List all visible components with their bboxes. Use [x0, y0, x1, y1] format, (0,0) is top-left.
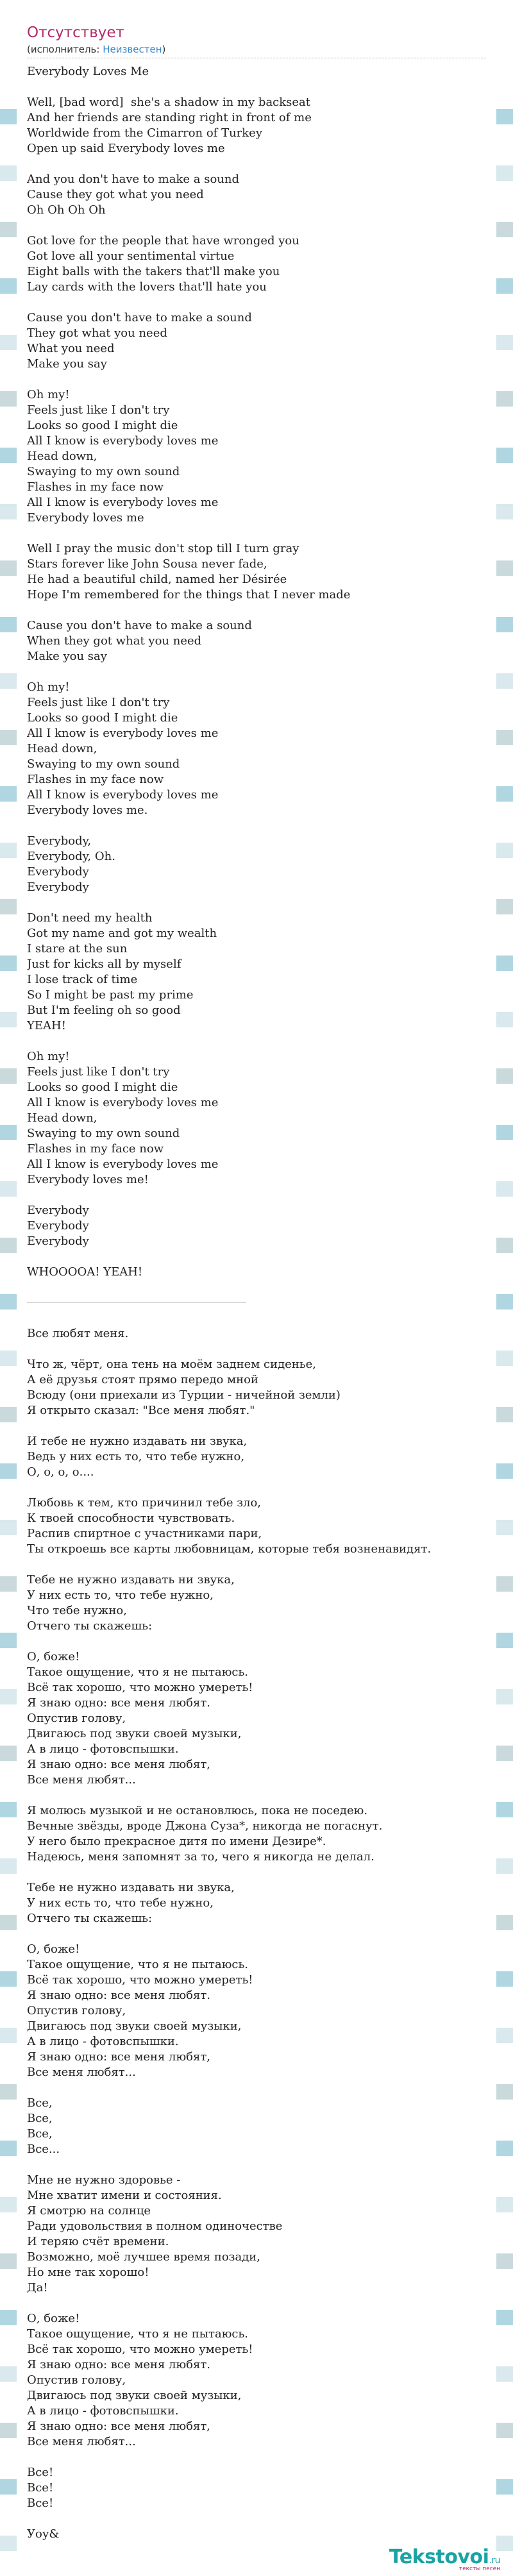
- lyric-line: Тебе не нужно издавать ни звука,: [27, 1881, 235, 1894]
- lyric-line: К твоей способности чувствовать.: [27, 1511, 235, 1525]
- logo-name: Tekstovoi: [389, 2546, 489, 2568]
- lyric-line: Feels just like I don't try: [27, 403, 170, 417]
- lyric-line: [27, 895, 486, 911]
- lyric-line: Open up said Everybody loves me: [27, 142, 225, 155]
- lyric-line: [27, 80, 486, 95]
- lyric-line: Такое ощущение, что я не пытаюсь.: [27, 1958, 248, 1971]
- lyric-line: Распив спиртное с участниками пари,: [27, 1527, 262, 1540]
- lyric-line: [27, 2450, 486, 2465]
- performer-line: [27, 44, 165, 55]
- lyric-line: Head down,: [27, 450, 97, 463]
- lyric-line: А в лицо - фотовспышки.: [27, 1742, 179, 1756]
- lyric-line: [27, 1418, 486, 1434]
- lyric-line: [27, 2511, 486, 2527]
- lyric-line: Тебе не нужно издавать ни звука,: [27, 1573, 235, 1587]
- lyric-line: [27, 2080, 486, 2096]
- lyric-line: Stars forever like John Sousa never fade,: [27, 557, 267, 571]
- lyric-line: Everybody loves me!: [27, 1173, 149, 1186]
- lyric-line: Мне не нужно здоровье -: [27, 2173, 181, 2187]
- lyric-line: [27, 1788, 486, 1803]
- lyric-line: Flashes in my face now: [27, 1142, 164, 1156]
- lyric-line: Возможно, моё лучшее время позади,: [27, 2250, 261, 2264]
- lyric-line: Head down,: [27, 1111, 97, 1125]
- lyric-line: О, боже!: [27, 2312, 80, 2325]
- lyric-line: Двигаюсь под звуки своей музыки,: [27, 2389, 242, 2402]
- lyric-line: Oh my!: [27, 388, 70, 401]
- lyric-line: Got love all your sentimental virtue: [27, 249, 235, 263]
- lyric-line: И тебе не нужно издавать ни звука,: [27, 1435, 248, 1448]
- lyric-line: Everybody loves me.: [27, 804, 148, 817]
- lyric-line: Всюду (они приехали из Турции - ничейной земли): [27, 1388, 341, 1402]
- lyric-line: [27, 1034, 486, 1049]
- lyric-line: А в лицо - фотовспышки.: [27, 2035, 179, 2048]
- lyric-line: Got love for the people that have wronged you: [27, 234, 299, 248]
- lyric-line: Все!: [27, 2496, 54, 2510]
- lyric-line: Такое ощущение, что я не пытаюсь.: [27, 1665, 248, 1679]
- lyric-line: [27, 2296, 486, 2311]
- lyric-line: I lose track of time: [27, 973, 138, 986]
- lyric-line: [27, 295, 486, 310]
- lyric-line: [27, 1188, 486, 1203]
- lyric-line: [27, 218, 486, 233]
- lyric-line: And her friends are standing right in front of me: [27, 111, 312, 124]
- lyric-line: Cause you don't have to make a sound: [27, 311, 252, 324]
- lyric-line: Worldwide from the Cimarron of Turkey: [27, 126, 262, 140]
- lyric-line: Все меня любят...: [27, 2435, 136, 2448]
- lyric-line: Everybody: [27, 1219, 89, 1233]
- lyric-line: Мне хватит имени и состояния.: [27, 2189, 222, 2202]
- lyric-line: Вечные звёзды, вроде Джона Суза*, никогда не погаснут.: [27, 1819, 383, 1833]
- performer-suffix: ): [162, 44, 166, 55]
- lyric-line: [27, 1311, 486, 1326]
- lyric-line: All I know is everybody loves me: [27, 434, 219, 448]
- lyric-line: Но мне так хорошо!: [27, 2266, 149, 2279]
- lyric-line: Looks so good I might die: [27, 419, 178, 432]
- lyric-line: Я молюсь музыкой и не остановлюсь, пока не поседею.: [27, 1804, 368, 1817]
- lyric-line: А в лицо - фотовспышки.: [27, 2404, 179, 2418]
- lyric-line: But I'm feeling oh so good: [27, 1004, 181, 1017]
- lyric-line: Feels just like I don't try: [27, 696, 170, 709]
- lyric-line: All I know is everybody loves me: [27, 1158, 219, 1171]
- lyric-line: Что тебе нужно,: [27, 1604, 127, 1617]
- lyric-line: They got what you need: [27, 326, 167, 340]
- lyric-line: Lay cards with the lovers that'll hate you: [27, 280, 267, 294]
- lyrics-page: [17, 0, 496, 2576]
- lyric-line: Я знаю одно: все меня любят,: [27, 2420, 211, 2433]
- lyric-line: [27, 1480, 486, 1495]
- lyric-line: Все...: [27, 2142, 60, 2156]
- lyric-line: Everybody,: [27, 834, 92, 848]
- lyric-line: Ради удовольствия в полном одиночестве: [27, 2219, 283, 2233]
- song-title: Отсутствует: [27, 24, 124, 41]
- lyric-line: А её друзья стоят прямо передо мной: [27, 1373, 258, 1386]
- lyric-line: Cause you don't have to make a sound: [27, 619, 252, 632]
- lyric-line: Я знаю одно: все меня любят.: [27, 2358, 211, 2371]
- lyric-line: Ты откроешь все карты любовницам, которые тебя возненавидят.: [27, 1542, 432, 1556]
- lyric-line: Я знаю одно: все меня любят,: [27, 1758, 211, 1771]
- lyric-line: Всё так хорошо, что можно умереть!: [27, 2343, 253, 2356]
- lyric-line: WHOOOOA! YEAH!: [27, 1265, 143, 1279]
- lyric-line: Что ж, чёрт, она тень на моём заднем сиденье,: [27, 1358, 316, 1371]
- lyric-line: Make you say: [27, 650, 107, 663]
- lyric-line: YEAH!: [27, 1019, 66, 1032]
- lyric-line: [27, 664, 486, 680]
- lyric-line: [27, 1865, 486, 1880]
- lyric-line: Все,: [27, 2096, 53, 2110]
- lyric-line: О, боже!: [27, 1942, 80, 1956]
- lyric-line: О, боже!: [27, 1650, 80, 1663]
- lyric-line: Well I pray the music don't stop till I turn gray: [27, 542, 299, 555]
- lyrics-text: [27, 64, 486, 2542]
- lyric-line: Oh Oh Oh Oh: [27, 203, 106, 217]
- lyric-line: Все любят меня.: [27, 1327, 129, 1340]
- lyric-line: Такое ощущение, что я не пытаюсь.: [27, 2327, 248, 2341]
- lyric-line: Опустив голову,: [27, 2004, 126, 2017]
- lyric-line: [27, 526, 486, 541]
- lyric-line: So I might be past my prime: [27, 988, 194, 1002]
- lyric-line: [27, 372, 486, 387]
- lyric-line: [27, 818, 486, 834]
- lyric-line: Just for kicks all by myself: [27, 957, 181, 971]
- lyric-line: Двигаюсь под звуки своей музыки,: [27, 2019, 242, 2033]
- lyric-line: Все меня любят...: [27, 2066, 136, 2079]
- lyric-line: Да!: [27, 2281, 48, 2294]
- lyric-line: Eight balls with the takers that'll make you: [27, 265, 280, 278]
- lyric-line: Oh my!: [27, 680, 70, 694]
- lyric-line: Everybody loves me: [27, 511, 144, 525]
- logo-tagline: тексты песен: [458, 2566, 500, 2572]
- lyric-line: [27, 1342, 486, 1357]
- lyric-line: Надеюсь, меня запомнят за то, чего я никогда не делал.: [27, 1850, 374, 1864]
- lyric-line: [27, 1557, 486, 1572]
- lyric-line: Я знаю одно: все меня любят.: [27, 1989, 211, 2002]
- lyric-line: Head down,: [27, 742, 97, 755]
- lyric-line: [27, 2157, 486, 2173]
- site-logo[interactable]: [389, 2546, 500, 2572]
- lyric-line: Я смотрю на солнце: [27, 2204, 151, 2218]
- lyric-line: Я знаю одно: все меня любят.: [27, 1696, 211, 1710]
- lyric-line: [27, 1280, 486, 1295]
- lyric-line: Я открыто сказал: "Все меня любят.": [27, 1404, 255, 1417]
- lyric-line: [27, 1249, 486, 1265]
- lyric-line: When they got what you need: [27, 634, 202, 648]
- lyric-line: Любовь к тем, кто причинил тебе зло,: [27, 1496, 262, 1510]
- lyric-line: Опустив голову,: [27, 1712, 126, 1725]
- lyric-line: Everybody Loves Me: [27, 65, 149, 78]
- lyric-line: All I know is everybody loves me: [27, 1096, 219, 1109]
- lyric-line: And you don't have to make a sound: [27, 173, 239, 186]
- lyric-line: Flashes in my face now: [27, 480, 164, 494]
- lyric-line: Я знаю одно: все меня любят,: [27, 2050, 211, 2064]
- lyric-line: Flashes in my face now: [27, 773, 164, 786]
- lyric-line: Опустив голову,: [27, 2373, 126, 2387]
- lyric-line: Всё так хорошо, что можно умереть!: [27, 1681, 253, 1694]
- lyric-line: Oh my!: [27, 1050, 70, 1063]
- lyric-line: Everybody: [27, 880, 89, 894]
- lyric-line: У него было прекрасное дитя по имени Дезире*.: [27, 1835, 326, 1848]
- lyric-line: [27, 603, 486, 618]
- lyric-line: У них есть то, что тебе нужно,: [27, 1588, 214, 1602]
- lyric-line: What you need: [27, 342, 115, 355]
- lyric-line: Все,: [27, 2112, 53, 2125]
- lyric-line: Make you say: [27, 357, 107, 371]
- lyric-line: All I know is everybody loves me: [27, 788, 219, 802]
- artist-link[interactable]: Неизвестен: [103, 44, 162, 55]
- lyrics-separator: [27, 1295, 486, 1311]
- lyric-line: I stare at the sun: [27, 942, 128, 955]
- lyric-line: Уоу&: [27, 2527, 60, 2541]
- lyric-line: Всё так хорошо, что можно умереть!: [27, 1973, 253, 1987]
- lyric-line: Everybody: [27, 1234, 89, 1248]
- lyric-line: Everybody: [27, 1204, 89, 1217]
- lyric-line: Все!: [27, 2481, 54, 2495]
- lyric-line: [27, 156, 486, 172]
- lyric-line: All I know is everybody loves me: [27, 727, 219, 740]
- lyric-line: [27, 1634, 486, 1649]
- lyric-line: И теряю счёт времени.: [27, 2235, 169, 2248]
- lyric-line: [27, 1926, 486, 1942]
- lyric-line: He had a beautiful child, named her Désirée: [27, 573, 287, 586]
- lyric-line: Don't need my health: [27, 911, 153, 925]
- lyric-line: Отчего ты скажешь:: [27, 1619, 153, 1633]
- lyric-line: Все,: [27, 2127, 53, 2141]
- lyric-line: Hope I'm remembered for the things that I never made: [27, 588, 351, 602]
- lyric-line: Well, [bad word] she's a shadow in my backseat: [27, 96, 311, 109]
- lyric-line: Swaying to my own sound: [27, 1127, 180, 1140]
- performer-prefix: (исполнитель:: [27, 44, 103, 55]
- lyric-line: Feels just like I don't try: [27, 1065, 170, 1079]
- lyric-line: Отчего ты скажешь:: [27, 1912, 153, 1925]
- lyric-line: Двигаюсь под звуки своей музыки,: [27, 1727, 242, 1740]
- lyric-line: У них есть то, что тебе нужно,: [27, 1896, 214, 1910]
- lyric-line: Looks so good I might die: [27, 711, 178, 725]
- lyric-line: Everybody, Oh.: [27, 850, 115, 863]
- lyric-line: Swaying to my own sound: [27, 757, 180, 771]
- lyric-line: О, о, о, о....: [27, 1465, 94, 1479]
- lyric-line: Looks so good I might die: [27, 1081, 178, 1094]
- logo-domain: .ru: [489, 2555, 500, 2566]
- lyric-line: Everybody: [27, 865, 89, 879]
- lyric-line: Все меня любят...: [27, 1773, 136, 1787]
- lyric-line: Cause they got what you need: [27, 188, 204, 201]
- lyric-line: All I know is everybody loves me: [27, 496, 219, 509]
- lyric-line: Swaying to my own sound: [27, 465, 180, 478]
- lyric-line: Все!: [27, 2466, 54, 2479]
- lyric-line: Ведь у них есть то, что тебе нужно,: [27, 1450, 245, 1463]
- lyric-line: Got my name and got my wealth: [27, 927, 217, 940]
